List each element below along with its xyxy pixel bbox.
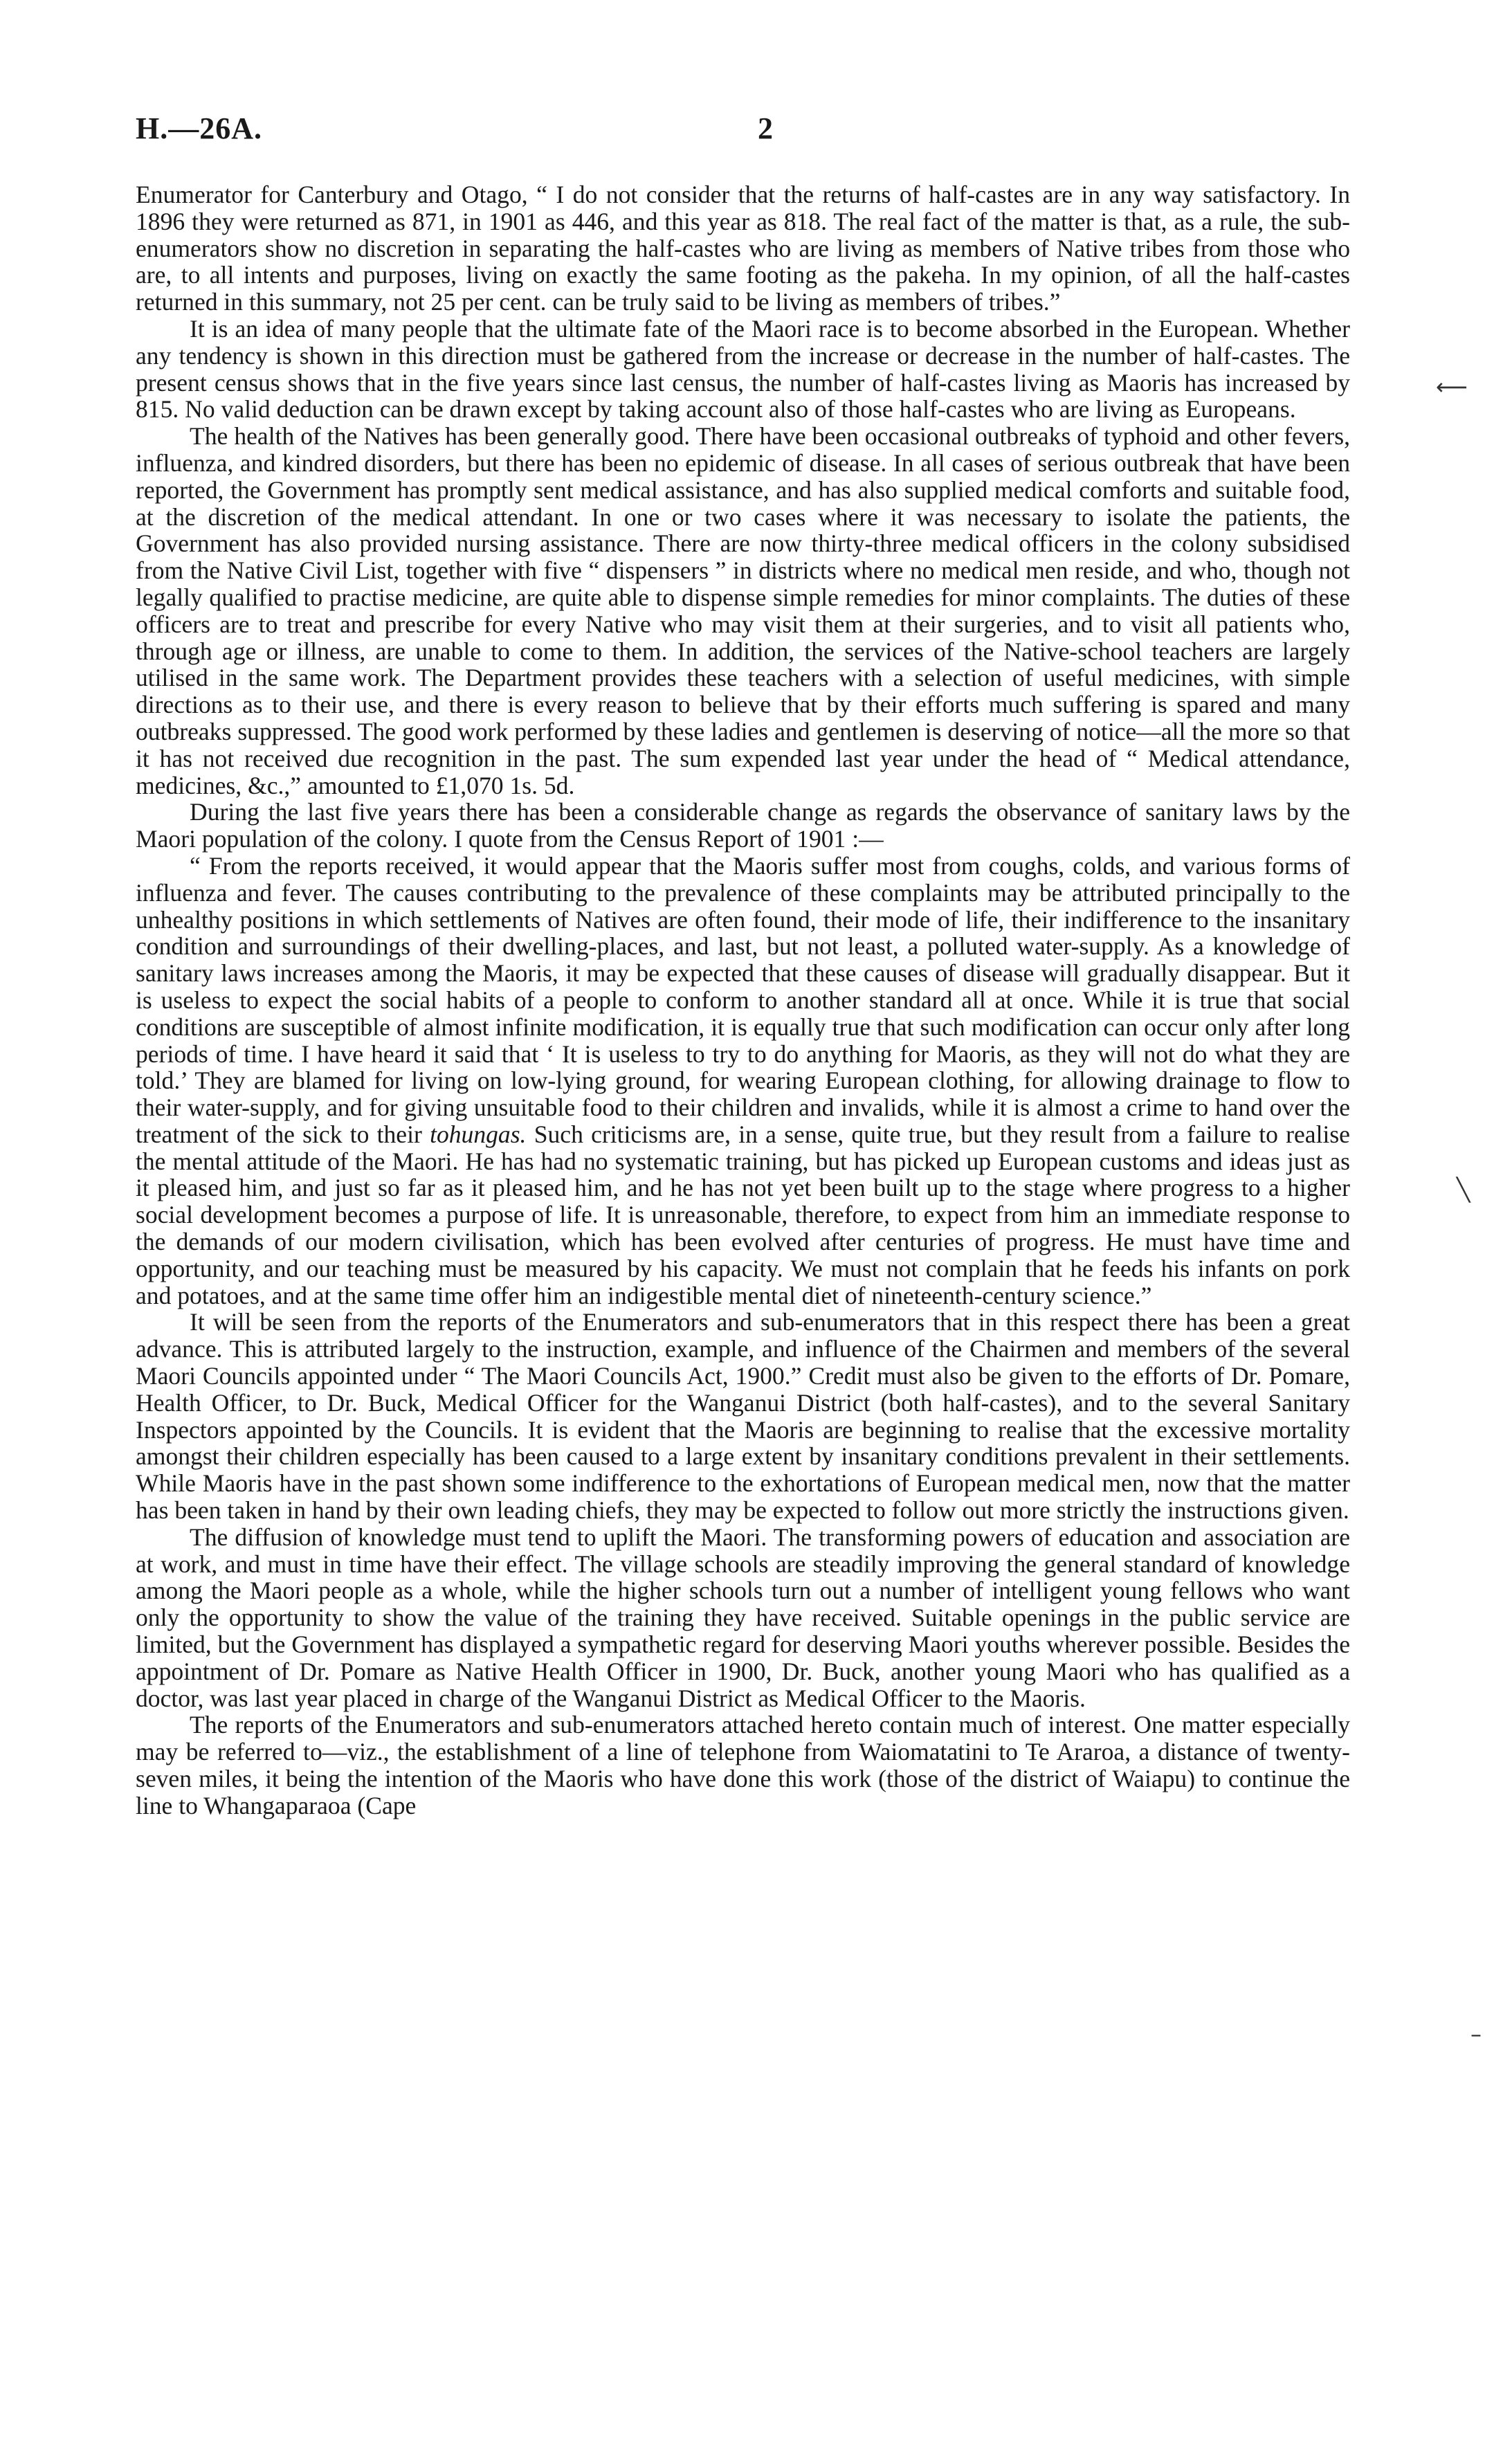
paragraph-health: The health of the Natives has been generally good. There have been occasional outbreaks of typhoid and other fevers, influenza, and kindred disorders, but there has been no epidemic of disease. In all cases of serious outbreak that have been reported, the Government has promptly sent medical assistance, and has also supplied medical comforts and suitable food, at the discretion of the medical attendant. In one or two cases where it was necessary to isolate the patients, the Government has also provided nursing assistance. There are now thirty-three medical officers in the colony subsidised from the Native Civil List, together with five “ dispensers ” in districts where no medical men reside, and who, though not legally qualified to practise medicine, are quite able to dispense simple remedies for minor complaints. The duties of these officers are to treat and prescribe for every Native who may visit them at their surgeries, and to visit all patients who, through age or illness, are unable to come to them. In addition, the services of the Native-school teachers are largely utilised in the same work. The Department provides these teachers with a selection of useful medicines, with simple directions as to their use, and there is every reason to believe that by their efforts much suffering is spared and many outbreaks suppressed. The good work performed by these ladies and gentlemen is deserving of notice—all the more so that it has not received due recognition in the past. The sum expended last year under the head of “ Medical attendance, medicines, &c.,” amounted to £1,070 1s. 5d. [136,422,1350,799]
margin-mark-icon: ╲ [1457,1177,1470,1203]
page-number: 2 [758,111,773,145]
paragraph-knowledge: The diffusion of knowledge must tend to uplift the Maori. The transforming powers of education and association are at work, and must in time have their effect. The village schools are steadily improving the general standard of knowledge among the Maori people as a whole, while the higher schools turn out a number of intelligent young fellows who want only the opportunity to show the value of the training they have received. Suitable openings in the public service are limited, but the Government has displayed a sympathetic regard for deserving Maori youths wherever possible. Besides the appointment of Dr. Pomare as Native Health Officer in 1900, Dr. Buck, another young Maori who has qualified as a doctor, was last year placed in charge of the Wanganui District as Medical Officer to the Maoris. [136,1523,1350,1712]
paragraph-absorption: It is an idea of many people that the ultimate fate of the Maori race is to become absorbed in the European. Whether any tendency is shown in this direction must be gathered from the increase or decrease in the number of half-castes. The present census shows that in the five years since last census, the number of half-castes living as Maoris has increased by 815. No valid deduction can be drawn except by taking account also of those half-castes who are living as Europeans. [136,314,1350,424]
paragraph-sanitary: During the last five years there has been a considerable change as regards the observance of sanitary laws by the Maori population of the colony. I quote from the Census Report of 1901 :— [136,798,1350,853]
census-quote [136,853,1350,1309]
document-id: H.—26A. [136,111,262,145]
margin-mark-icon: – [1470,2021,1482,2047]
quote-part-1: “ From the reports received, it would appear that the Maoris suffer most from coughs, colds, and various forms of influenza and fever. The causes contributing to the prevalence of these complaints may be attributed principally to the unhealthy positions in which settlements of Natives are often found, their mode of life, their indifference to the insanitary condition and surroundings of their dwelling-places, and last, but not least, a polluted water-supply. As a knowledge of sanitary laws increases among the Maoris, it may be expected that these causes of disease will gradually disappear. But it is useless to expect the social habits of a people to conform to another standard all at once. While it is true that social conditions are susceptible of almost infinite modification, it is equally true that such modification can occur only after long periods of time. I have heard it said that ‘ It is useless to try to do anything for Maoris, as they will not do what they are told.’ They are blamed for living on low-lying ground, for wearing European clothing, for allowing drainage to flow to their water-supply, and for giving unsuitable food to their children and invalids, while it is almost a crime to hand over the treatment of the sick to their [136,851,1350,1148]
paragraph-telephone: The reports of the Enumerators and sub-enumerators attached hereto contain much of interest. One matter especially may be referred to—viz., the establishment of a line of telephone from Waiomatatini to Te Araroa, a distance of twenty-seven miles, it being the intention of the Maoris who have done this work (those of the district of Waiapu) to continue the line to Whangaparaoa (Cape [136,1711,1350,1819]
page-header [136,111,1376,166]
paragraph-continued: Enumerator for Canterbury and Otago, “ I do not consider that the returns of half-castes are in any way satisfactory. In 1896 they were returned as 871, in 1901 as 446, and this year as 818. The real fact of the matter is that, as a rule, the sub-enumerators show no discretion in separating the half-castes who are living as members of Native tribes from those who are, to all intents and purposes, living on exactly the same footing as the pakeha. In my opinion, of all the half-castes returned in this summary, not 25 per cent. can be truly said to be living as members of tribes.” [136,181,1350,316]
paragraph-advance: It will be seen from the reports of the Enumerators and sub-enumerators that in this respect there has been a great advance. This is attributed largely to the instruction, example, and influence of the Chairmen and members of the several Maori Councils appointed under “ The Maori Councils Act, 1900.” Credit must also be given to the efforts of Dr. Pomare, Health Officer, to Dr. Buck, Medical Officer for the Wanganui District (both half-castes), and to the several Sanitary Inspectors appointed by the Councils. It is evident that the Maoris are beginning to realise that the excessive mortality amongst their children especially has been caused to a large extent by insanitary conditions prevalent in their settlements. While Maoris have in the past shown some indifference to the exhortations of European medical men, now that the matter has been taken in hand by their own leading chiefs, they may be expected to follow out more strictly the instructions given. [136,1308,1350,1525]
quote-part-2: Such criticisms are, in a sense, quite true, but they result from a failure to realise the mental attitude of the Maori. He has had no systematic training, but has picked up European customs and ideas just as it pleased him, and just so far as it pleased him, and he has not yet been built up to the stage where progress to a higher social development becomes a purpose of life. It is unreasonable, therefore, to expect from him an immediate response to the demands of our modern civilisation, which has been evolved after centuries of progress. He must have time and opportunity, and our teaching must be measured by his capacity. We must not complain that he feeds his infants on pork and potatoes, and at the same time offer him an indigestible mental diet of nineteenth-century science.” [136,1120,1350,1309]
quote-italic-word: tohungas. [430,1120,527,1148]
body-text [136,181,1350,1819]
margin-mark-icon: ⟵ [1436,374,1468,400]
